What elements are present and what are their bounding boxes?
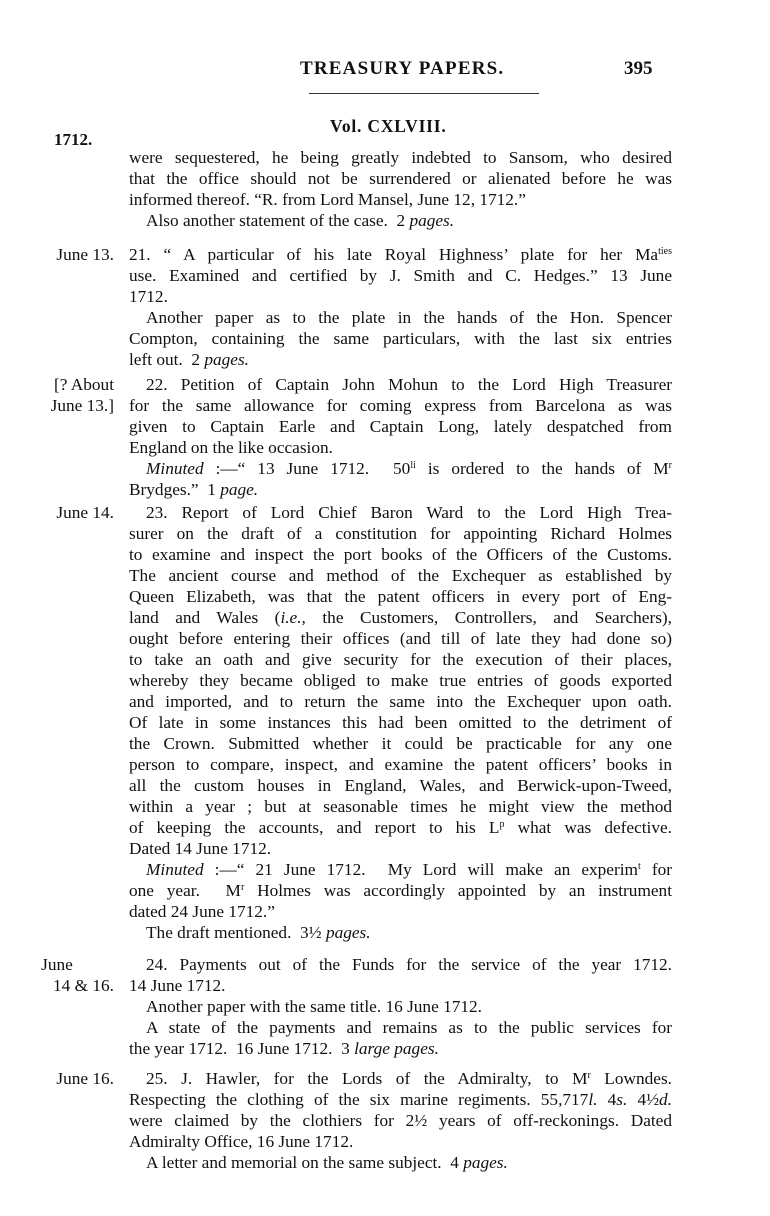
text-line: person to compare, inspect, and examine the patent officers’ books in <box>129 755 672 774</box>
text-line: Another paper as to the plate in the hands of the Hon. Spencer <box>146 308 672 327</box>
text-line: that the office should not be surrendered or alienated before he was <box>129 169 672 188</box>
margin-date: June 16. <box>56 1069 114 1088</box>
header-divider <box>309 93 539 94</box>
text-line: 25. J. Hawler, for the Lords of the Admiralty, to $M^r$ Lowndes. <box>146 1069 672 1088</box>
margin-date: [? About <box>54 375 114 394</box>
text-line: all the custom houses in England, Wales, and Berwick-upon-Tweed, <box>129 776 672 795</box>
text-line: Also another statement of the case. 2 pages. <box>146 211 455 230</box>
margin-date: June 14. <box>56 503 114 522</box>
running-title: TREASURY PAPERS. <box>300 58 505 79</box>
text-line: whereby they became obliged to make true entries of goods exported <box>129 671 672 690</box>
margin-date: June <box>41 955 73 974</box>
margin-year: 1712. <box>54 130 93 149</box>
text-line: Compton, containing the same particulars, with the last six entries <box>129 329 672 348</box>
text-line: land and Wales (i.e., the Customers, Controllers, and Searchers), <box>129 608 672 627</box>
text-line: for the same allowance for coming express from Barcelona as was <box>129 396 672 415</box>
page-number: 395 <box>624 58 653 79</box>
text-line: A letter and memorial on the same subject. 4 pages. <box>146 1153 508 1172</box>
text-line: 24. Payments out of the Funds for the service of the year 1712. <box>146 955 672 974</box>
text-line: surer on the draft of a constitution for appointing Richard Holmes <box>129 524 672 543</box>
text-line: Of late in some instances this had been omitted to the detriment of <box>129 713 672 732</box>
text-line: England on the like occasion. <box>129 438 333 457</box>
text-line: 14 June 1712. <box>129 976 226 995</box>
text-line: Minuted :—“ 21 June 1712. My Lord will make an experim$^t$ for <box>146 860 672 879</box>
text-line: informed thereof. “R. from Lord Mansel, June 12, 1712.” <box>129 190 526 209</box>
text-line: Another paper with the same title. 16 June 1712. <box>146 997 482 1016</box>
text-line: The draft mentioned. 3½ pages. <box>146 923 371 942</box>
text-line: A state of the payments and remains as to the public services for <box>146 1018 672 1037</box>
text-line: the year 1712. 16 June 1712. 3 large pages. <box>129 1039 439 1058</box>
text-line: one year. $M^r$ Holmes was accordingly appointed by an instrument <box>129 881 672 900</box>
text-line: were claimed by the clothiers for 2½ years of off-reckonings. Dated <box>129 1111 672 1130</box>
volume-heading: Vol. CXLVIII. <box>330 116 447 136</box>
margin-date: June 13. <box>56 245 114 264</box>
text-line: 21. “ A particular of his late Royal Highness’ plate for her $Ma^{ties}$ <box>129 245 672 264</box>
text-line: ought before entering their offices (and till of late they had done so) <box>129 629 672 648</box>
text-line: to examine and inspect the port books of the Officers of the Customs. <box>129 545 672 564</box>
text-line: 1712. <box>129 287 168 306</box>
text-line: Queen Elizabeth, was that the patent officers in every port of Eng- <box>129 587 672 606</box>
text-line: Respecting the clothing of the six marine regiments. 55,717l. 4s. 4½d. <box>129 1090 673 1109</box>
margin-date: 14 & 16. <box>53 976 114 995</box>
text-line: The ancient course and method of the Exchequer as established by <box>129 566 672 585</box>
text-line: to take an oath and give security for the execution of their places, <box>129 650 672 669</box>
text-line: and imported, and to return the same into the Exchequer upon oath. <box>129 692 672 711</box>
text-line: Dated 14 June 1712. <box>129 839 272 858</box>
text-line: were sequestered, he being greatly indebted to Sansom, who desired <box>129 148 672 167</box>
text-line: Admiralty Office, 16 June 1712. <box>129 1132 354 1151</box>
text-line: Minuted :—“ 13 June 1712. $50^{li}$ is ordered to the hands of $M^r$ <box>146 459 672 478</box>
text-line: 22. Petition of Captain John Mohun to the Lord High Treasurer <box>146 375 672 394</box>
text-line: the Crown. Submitted whether it could be practicable for any one <box>129 734 672 753</box>
text-line: dated 24 June 1712.” <box>129 902 275 921</box>
margin-date: June 13.] <box>50 396 114 415</box>
text-line: use. Examined and certified by J. Smith and C. Hedges.” 13 June <box>129 266 672 285</box>
text-line: of keeping the accounts, and report to his $L^p$ what was defective. <box>129 818 672 837</box>
text-line: within a year ; but at seasonable times he might view the method <box>129 797 672 816</box>
text-line: 23. Report of Lord Chief Baron Ward to the Lord High Trea- <box>146 503 672 522</box>
text-line: Brydges.” 1 page. <box>129 480 259 499</box>
text-line: left out. 2 pages. <box>129 350 249 369</box>
text-line: given to Captain Earle and Captain Long, lately despatched from <box>129 417 672 436</box>
